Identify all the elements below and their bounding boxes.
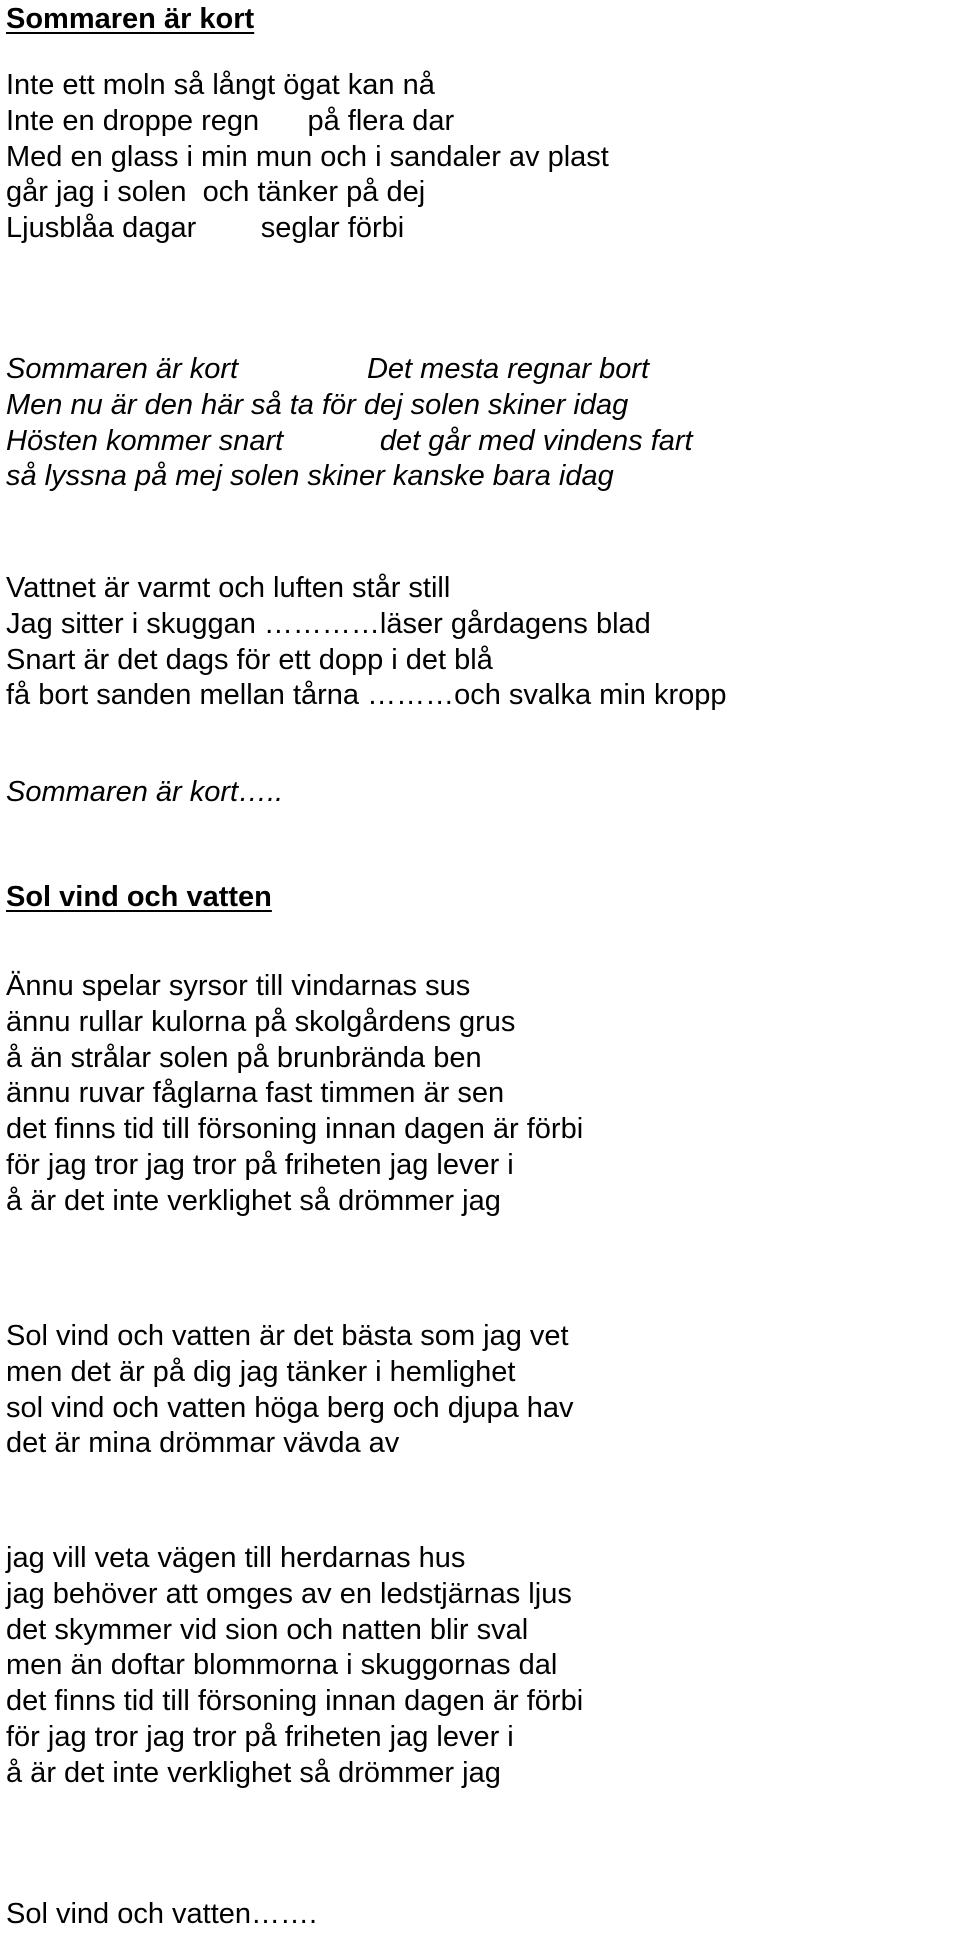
poem1-stanza-2-refrain <box>6 352 693 495</box>
poem2-stanza-2 <box>6 1319 574 1462</box>
verse-line: Snart är det dags för ett dopp i det blå <box>6 643 493 676</box>
poem1-stanza-1 <box>6 68 609 247</box>
verse-line: å än strålar solen på brunbrända ben <box>6 1041 482 1074</box>
poem-title-sommaren: Sommaren är kort <box>6 3 255 35</box>
poem-title-sol-vind-och-vatten: Sol vind och vatten <box>6 881 272 913</box>
verse-line: ännu ruvar fåglarna fast timmen är sen <box>6 1077 505 1110</box>
verse-line: Ljusblåa dagar seglar förbi <box>6 212 405 245</box>
verse-line: Jag sitter i skuggan …………läser gårdagens blad <box>6 607 651 640</box>
poem1-stanza-3 <box>6 571 727 714</box>
verse-line: få bort sanden mellan tårna ………och svalka min kropp <box>6 679 727 712</box>
poem2-stanza-3 <box>6 1541 583 1792</box>
verse-line: Sommaren är kort Det mesta regnar bort <box>6 353 650 385</box>
verse-line: det skymmer vid sion och natten blir sval <box>6 1613 529 1646</box>
verse-line: går jag i solen och tänker på dej <box>6 176 426 209</box>
verse-line: Sol vind och vatten är det bästa som jag vet <box>6 1320 569 1352</box>
verse-line: Ännu spelar syrsor till vindarnas sus <box>6 970 471 1002</box>
verse-line: det finns tid till försoning innan dagen är förbi <box>6 1685 584 1718</box>
verse-line: men det är på dig jag tänker i hemlighet <box>6 1355 516 1388</box>
verse-line: å är det inte verklighet så drömmer jag <box>6 1756 501 1789</box>
verse-line: Inte en droppe regn på flera dar <box>6 104 455 137</box>
verse-line: så lyssna på mej solen skiner kanske bara idag <box>6 460 614 493</box>
verse-line: å är det inte verklighet så drömmer jag <box>6 1184 501 1217</box>
poem2-closing-line: Sol vind och vatten……. <box>6 1898 318 1930</box>
verse-line: det är mina drömmar vävda av <box>6 1427 400 1460</box>
verse-line: Hösten kommer snart det går med vindens fart <box>6 424 693 457</box>
verse-line: för jag tror jag tror på friheten jag lever i <box>6 1720 514 1753</box>
verse-line: Inte ett moln så långt ögat kan nå <box>6 69 435 101</box>
poem1-closing-line: Sommaren är kort….. <box>6 776 284 808</box>
verse-line: det finns tid till försoning innan dagen är förbi <box>6 1113 584 1146</box>
verse-line: Men nu är den här så ta för dej solen skiner idag <box>6 388 629 421</box>
verse-line: jag vill veta vägen till herdarnas hus <box>6 1542 466 1574</box>
verse-line: sol vind och vatten höga berg och djupa hav <box>6 1391 574 1424</box>
poem2-stanza-1 <box>6 969 583 1220</box>
verse-line: Med en glass i min mun och i sandaler av plast <box>6 140 609 173</box>
verse-line: men än doftar blommorna i skuggornas dal <box>6 1649 558 1682</box>
verse-line: Vattnet är varmt och luften står still <box>6 572 451 604</box>
verse-line: jag behöver att omges av en ledstjärnas ljus <box>6 1577 572 1610</box>
verse-line: för jag tror jag tror på friheten jag lever i <box>6 1148 514 1181</box>
verse-line: ännu rullar kulorna på skolgårdens grus <box>6 1005 516 1038</box>
